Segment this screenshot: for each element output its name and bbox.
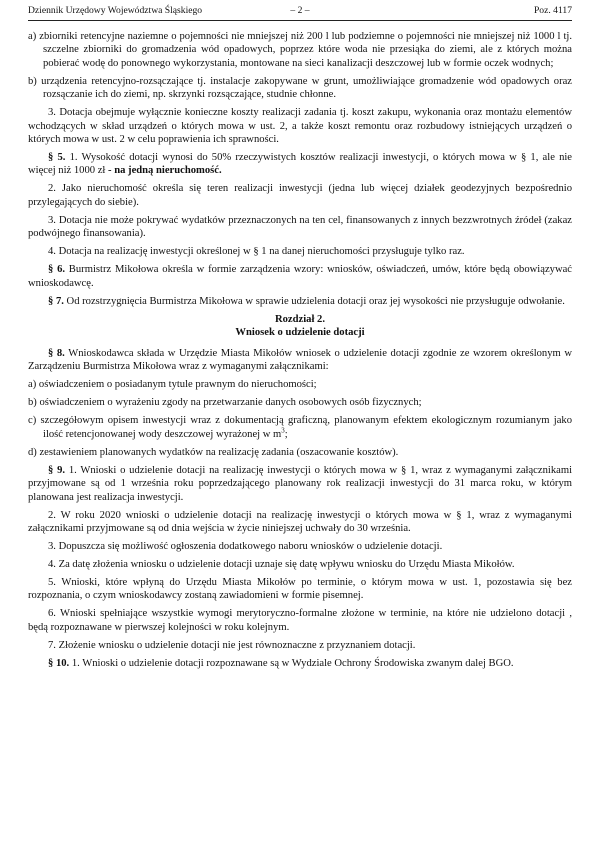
section-9-paragraph-4: 4. Za datę złożenia wniosku o udzielenie dotacji uznaje się datę wpływu wniosku do Urzędu Miasta Mikołów. — [48, 558, 515, 570]
section-number: § 10. — [48, 657, 70, 669]
section-9-paragraph-6: 6. Wnioski spełniające wszystkie wymogi merytoryczno-formalne złożone w terminie, na które nie udzielono dotacji , będą rozpoznawane w pierwszej kolejności w roku kolejnym. — [28, 608, 572, 633]
section-9: § 9. 1. Wnioski o udzielenie dotacji na realizację inwestycji o których mowa w § 1, wraz z wymaganymi załącznikami przyjmowane są od 1 września roku poprzedzającego planowany rok realizacji inwestycji do 31 marca roku, w którym planowana jest realizacja inwestycji. — [28, 464, 573, 503]
section-number: § 9. — [48, 464, 66, 476]
chapter-subtitle: Wniosek o udzielenie dotacji — [235, 327, 365, 339]
section-8-item-a: a) oświadczeniem o posiadanym tytule prawnym do nieruchomości; — [28, 379, 317, 391]
section-5-paragraph-3: 3. Dotacja nie może pokrywać wydatków przeznaczonych na ten cel, finansowanych z innych bezzwrotnych źródeł (zakaz podwójnego finansowania). — [28, 214, 572, 240]
section-8: § 8. Wnioskodawca składa w Urzędzie Miasta Mikołów wniosek o udzielenie dotacji zgodnie ze wzorem określonym w Zarządzeniu Burmistrza Mikołowa wraz z wymaganymi załącznikami: — [28, 347, 572, 373]
section-6: § 6. Burmistrz Mikołowa określa w formie zarządzenia wzory: wniosków, oświadczeń, umów, które będą obowiązywać wnioskodawcę. — [28, 264, 572, 289]
section-number: § 5. — [48, 152, 66, 164]
section-5-paragraph-4: 4. Dotacja na realizację inwestycji określonej w § 1 na danej nieruchomości przysługuje tylko raz. — [48, 246, 465, 258]
paragraph-3: 3. Dotacja obejmuje wyłącznie konieczne koszty realizacji zadania tj. koszt zakupu, wykonania oraz montażu elementów wchodzących w skład urządzeń o których mowa w ust. 2, a także koszt remontu oraz rozbudowy istniejących urządzeń o których mowa w ust. 2 w celu poprawienia ich sprawności. — [28, 107, 572, 146]
document-body — [28, 30, 572, 675]
journal-title: Dziennik Urzędowy Województwa Śląskiego — [28, 5, 203, 16]
section-number: § 7. — [48, 295, 64, 307]
page-header — [28, 4, 572, 21]
list-item-b: b) urządzenia retencyjno-rozsączające tj. instalacje zakopywane w grunt, umożliwiające gromadzenie wód opadowych oraz rozsączanie ich do ziemi, np. skrzynki rozsączające, studnie chłonne. — [28, 75, 572, 101]
section-number: § 6. — [48, 264, 66, 276]
position-number: Poz. 4117 — [533, 5, 572, 16]
list-item-a: a) zbiorniki retencyjne naziemne o pojemności nie mniejszej niż 200 l lub podziemne o pojemności nie mniejszej niż 1000 l tj. szczelne zbiorniki do gromadzenia wód opadowych, poprzez które woda nie przesiąka do ziemi, ale z których można pobierać wodę do ponownego wykorzystania, montowane na sieci kanalizacji deszczowej lub w formie oczek wodnych; — [28, 31, 573, 69]
section-5: § 5. 1. Wysokość dotacji wynosi do 50% rzeczywistych kosztów realizacji inwestycji, o których mowa w § 1, ale nie więcej niż 1000 zł - na jedną nieruchomość. — [28, 152, 573, 177]
chapter-title: Rozdział 2. — [274, 314, 326, 326]
section-9-paragraph-7: 7. Złożenie wniosku o udzielenie dotacji nie jest równoznaczne z przyznaniem dotacji. — [48, 639, 416, 651]
chapter-heading — [28, 313, 572, 340]
section-number: § 8. — [48, 347, 65, 359]
section-9-paragraph-2: 2. W roku 2020 wnioski o udzielenie dotacji na realizację inwestycji o których mowa w § 1, wraz z wymaganymi załącznikami przyjmowane są od dnia wejścia w życie niniejszej uchwały do 30 września. — [28, 509, 572, 534]
section-9-paragraph-5: 5. Wnioski, które wpłyną do Urzędu Miasta Mikołów po terminie, o którym mowa w ust. 1, pozostawia się bez rozpoznania, o czym wnioskodawcy zostaną zawiadomieni w formie pisemnej. — [28, 576, 572, 602]
page-number: – 2 – — [290, 5, 310, 16]
section-8-item-d: d) zestawieniem planowanych wydatków na realizację zadania (oszacowanie kosztów). — [28, 446, 399, 458]
section-10: § 10. 1. Wnioski o udzielenie dotacji rozpoznawane są w Wydziale Ochrony Środowiska zwanym dalej BGO. — [48, 657, 514, 669]
section-7: § 7. Od rozstrzygnięcia Burmistrza Mikołowa w sprawie udzielenia dotacji oraz jej wysokości nie przysługuje odwołanie. — [48, 295, 565, 307]
section-8-item-b: b) oświadczeniem o wyrażeniu zgody na przetwarzanie danych osobowych osób fizycznych; — [28, 397, 422, 409]
section-8-item-c: c) szczegółowym opisem inwestycji wraz z dokumentacją graficzną, planowanym efektem ekologicznym rozumianym jako ilość retencjonowanej wody deszczowej wyrażonej w $m^3$; — [28, 415, 572, 440]
section-9-paragraph-3: 3. Dopuszcza się możliwość ogłoszenia dodatkowego naboru wniosków o udzielenie dotacji. — [48, 540, 443, 552]
section-5-paragraph-2: 2. Jako nieruchomość określa się teren realizacji inwestycji (jedna lub więcej działek geodezyjnych bezpośrednio przylegających do siebie). — [28, 183, 572, 208]
